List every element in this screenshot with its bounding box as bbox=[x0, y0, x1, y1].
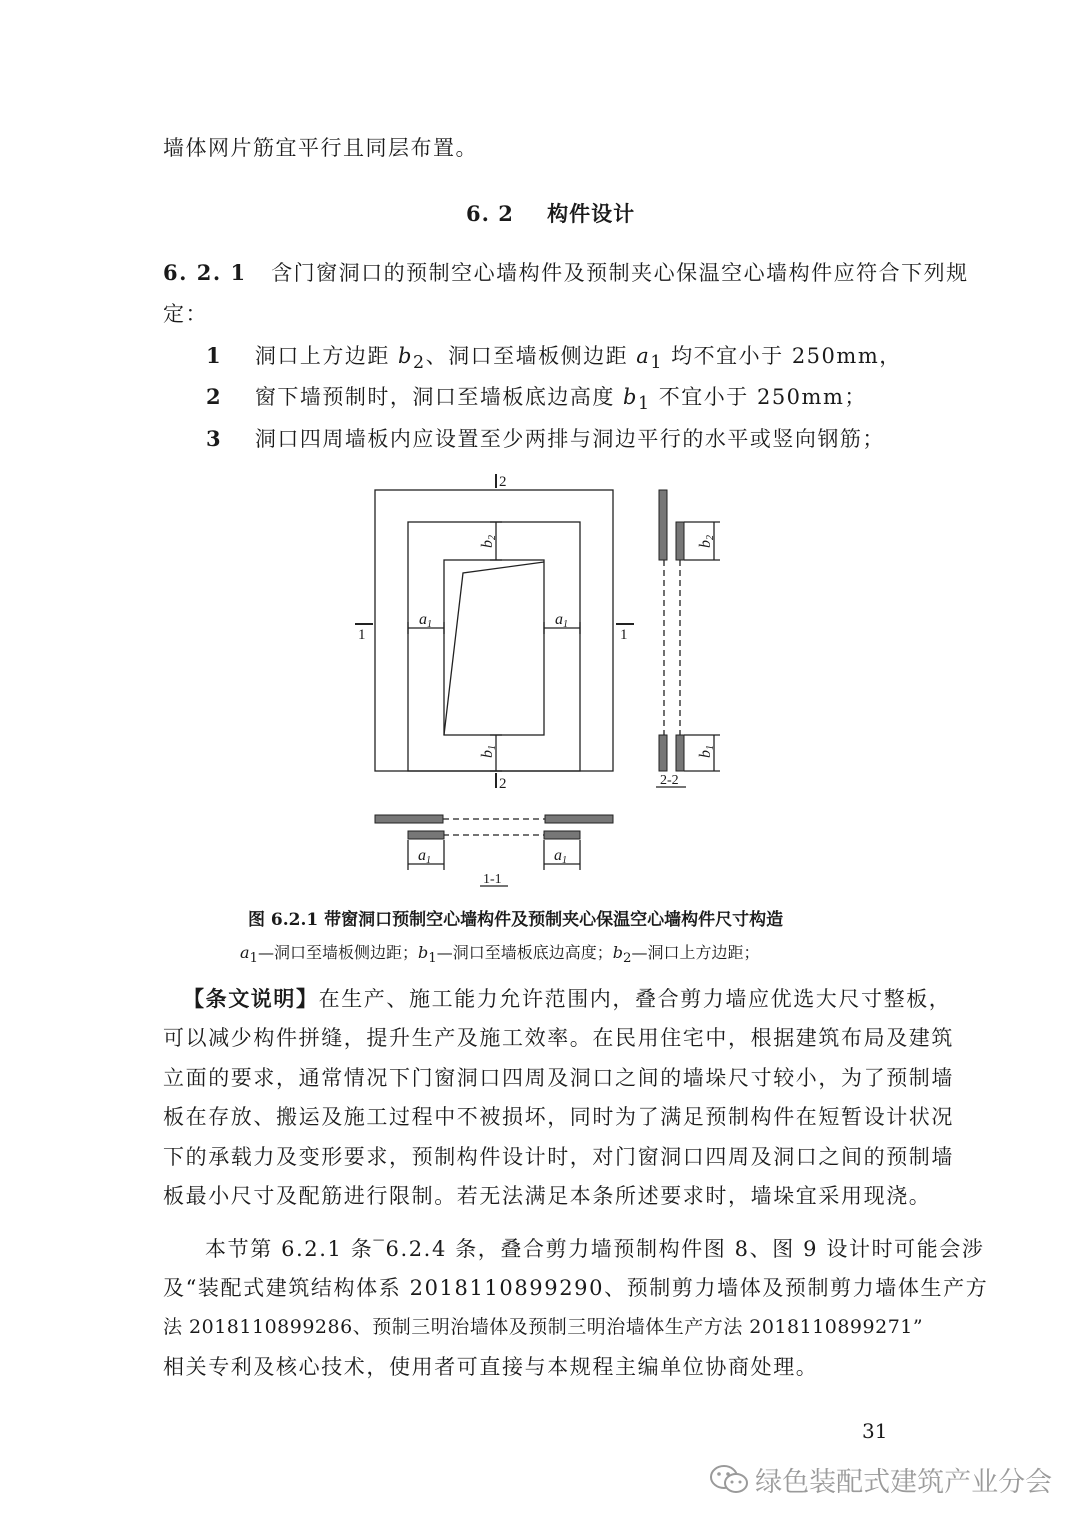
figure-legend: $a_1—$洞口至墙板侧边距；$b_1—$洞口至墙板底边高度；$b_2—$洞口上方边距； bbox=[240, 943, 760, 967]
explanation-line-6: 板最小尺寸及配筋进行限制。若无法满足本条所述要求时，墙垛宜采用现浇。 bbox=[163, 1184, 932, 1208]
wechat-icon bbox=[708, 1462, 750, 1498]
dim-a1-view-left: a1 bbox=[418, 847, 431, 866]
explanation-line-4: 板在存放、搬运及施工过程中不被损坏，同时为了满足预制构件在短暂设计状况 bbox=[163, 1105, 954, 1129]
view-label-1-1: 1-1 bbox=[483, 872, 502, 887]
section-mark-1-left: 1 bbox=[358, 627, 366, 643]
explanation-para2-line-2: 及“装配式建筑结构体系 2018110899290、预制剪力墙体及预制剪力墙体生产方 bbox=[163, 1276, 989, 1300]
explanation-para2-line-3: 法 2018110899286、预制三明治墙体及预制三明治墙体生产方法 2018110899271” bbox=[163, 1316, 924, 1338]
leaf-2-2-outer-bottom bbox=[659, 735, 667, 771]
leaf-2-2-outer-top bbox=[659, 490, 667, 560]
dim-b1-view: b1 bbox=[697, 745, 716, 758]
leaf-2-2-inner-bottom bbox=[676, 735, 684, 771]
explanation-tag: 【条文说明】 bbox=[183, 986, 319, 1011]
leaf-1-1-inner-right bbox=[544, 831, 580, 839]
panel-outer bbox=[375, 490, 613, 771]
window-opening bbox=[444, 560, 544, 735]
explanation-line-1: 【条文说明】在生产、施工能力允许范围内，叠合剪力墙应优选大尺寸整板， bbox=[183, 986, 952, 1011]
clause-item-1: 1 洞口上方边距 $b_2$、洞口至墙板侧边距 $a_1$ 均不宜小于 250mm， bbox=[206, 343, 902, 374]
clause-line-2: 定： bbox=[163, 302, 208, 326]
leaf-2-2-inner-top bbox=[676, 522, 684, 560]
window-sash bbox=[444, 562, 544, 735]
clause-text-1: 含门窗洞口的预制空心墙构件及预制夹心保温空心墙构件应符合下列规 bbox=[271, 261, 969, 285]
dim-a1-right: a1 bbox=[555, 611, 568, 630]
section-mark-1-right: 1 bbox=[620, 627, 628, 643]
section-mark-2-bottom: 2 bbox=[499, 776, 507, 792]
leaf-1-1-inner-left bbox=[408, 831, 444, 839]
view-label-2-2: 2-2 bbox=[660, 773, 679, 788]
intro-line: 墙体网片筋宜平行且同层布置。 bbox=[163, 136, 478, 160]
dim-b1: b1 bbox=[479, 745, 498, 758]
explanation-para2-line-4: 相关专利及核心技术，使用者可直接与本规程主编单位协商处理。 bbox=[163, 1355, 819, 1379]
section-number: 6. 2 bbox=[466, 201, 514, 226]
explanation-line-2: 可以减少构件拼缝，提升生产及施工效率。在民用住宅中，根据建筑布局及建筑 bbox=[163, 1026, 954, 1050]
page-number: 31 bbox=[862, 1419, 888, 1443]
dim-a1-left: a1 bbox=[419, 611, 432, 630]
dim-a1-view-right: a1 bbox=[554, 847, 567, 866]
explanation-para2-line-1: 本节第 6.2.1 条‾6.2.4 条，叠合剪力墙预制构件图 8、图 9 设计时可能会涉 bbox=[205, 1237, 985, 1261]
leaf-1-1-outer-left bbox=[375, 815, 443, 823]
explanation-line-3: 立面的要求，通常情况下门窗洞口四周及洞口之间的墙垛尺寸较小，为了预制墙 bbox=[163, 1066, 954, 1090]
clause-number: 6. 2. 1 bbox=[163, 260, 247, 285]
clause-item-2: 2 窗下墙预制时，洞口至墙板底边高度 $b_1$ 不宜小于 250mm； bbox=[206, 384, 867, 415]
leaf-1-1-outer-right bbox=[545, 815, 613, 823]
figure-caption: 图 6.2.1 带窗洞口预制空心墙构件及预制夹心保温空心墙构件尺寸构造 bbox=[248, 910, 784, 930]
dim-b2-view: b2 bbox=[697, 535, 716, 548]
section-mark-2-top: 2 bbox=[499, 474, 507, 490]
dim-b2: b2 bbox=[479, 535, 498, 548]
watermark-text: 绿色装配式建筑产业分会 bbox=[755, 1467, 1053, 1498]
section-title: 构件设计 bbox=[547, 201, 636, 226]
watermark bbox=[708, 1460, 1052, 1499]
clause-item-3: 3 洞口四周墙板内应设置至少两排与洞边平行的水平或竖向钢筋； bbox=[206, 426, 885, 451]
explanation-line-5: 下的承载力及变形要求，预制构件设计时，对门窗洞口四周及洞口之间的预制墙 bbox=[163, 1145, 954, 1169]
